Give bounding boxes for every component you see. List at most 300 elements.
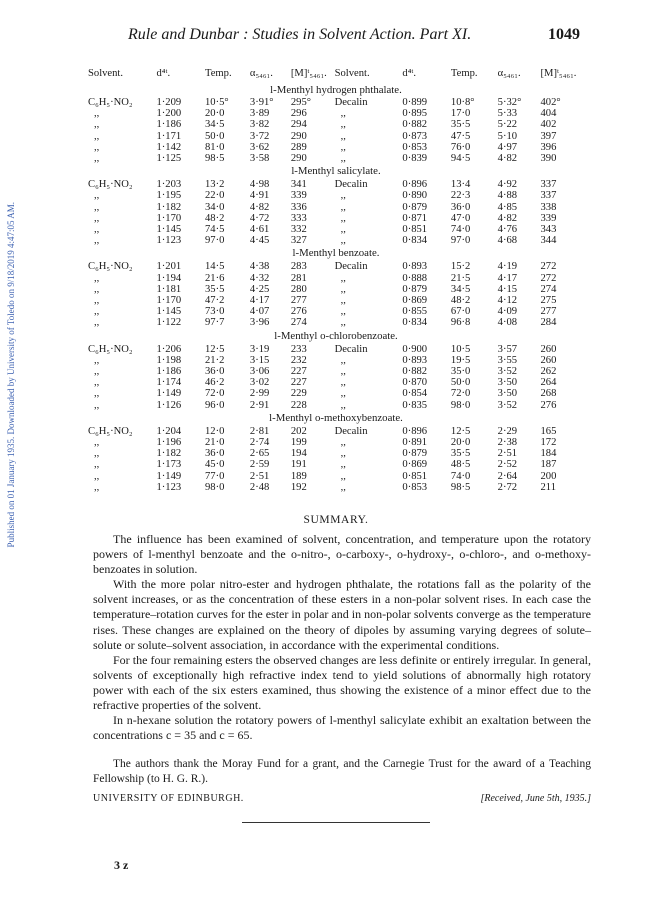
- table-cell: 200: [540, 470, 557, 482]
- table-cell: 22·0: [204, 190, 225, 202]
- table-cell: 5·33: [497, 108, 518, 120]
- table-cell: 187: [540, 459, 557, 471]
- table-cell: Decalin: [334, 261, 368, 273]
- table-cell: 0·882: [402, 119, 428, 131]
- table-cell: 194: [290, 448, 307, 460]
- received-date: [Received, June 5th, 1935.]: [480, 793, 591, 804]
- table-cell: 45·0: [204, 459, 225, 471]
- table-cell: 73·0: [204, 306, 225, 318]
- table-cell: 4·19: [497, 261, 518, 273]
- table-cell: 211: [540, 481, 556, 493]
- table-cell: 4·32: [249, 272, 270, 284]
- table-row: [86, 261, 586, 272]
- section-title-row: [86, 411, 586, 426]
- table-cell: 13·2: [204, 179, 225, 191]
- table-cell: 35·0: [450, 366, 471, 378]
- table-cell: ,,: [94, 354, 100, 366]
- table-cell: ,,: [94, 235, 100, 247]
- table-cell: 276: [290, 306, 307, 318]
- table-cell: 12·0: [204, 425, 225, 437]
- table-cell: 402°: [540, 97, 561, 108]
- table-cell: 390: [540, 153, 557, 165]
- table-row: [86, 471, 586, 482]
- table-cell: 12·5: [450, 425, 471, 437]
- table-cell: 1·122: [156, 317, 182, 329]
- table-cell: 2·51: [497, 448, 518, 460]
- table-cell: 4·91: [249, 190, 270, 202]
- table-row: [86, 224, 586, 235]
- col-header: [M]ᵗ₅₄₆₁.: [290, 68, 327, 80]
- table-cell: ,,: [340, 212, 346, 224]
- download-note: Published on 01 January 1935. Downloaded by University of Toledo on 9/18/2019 4:47:05 AM.: [6, 202, 16, 548]
- table-cell: 344: [540, 235, 557, 247]
- table-cell: 0·882: [402, 366, 428, 378]
- end-rule: [242, 822, 430, 823]
- table-cell: 202: [290, 425, 307, 437]
- table-cell: 97·7: [204, 317, 225, 329]
- table-cell: ,,: [340, 130, 346, 142]
- table-cell: 15·2: [450, 261, 471, 273]
- table-cell: 264: [540, 377, 557, 389]
- table-row: [86, 317, 586, 328]
- table-cell: 289: [290, 141, 307, 153]
- acknowledgement: [93, 757, 591, 786]
- table-cell: 36·0: [450, 201, 471, 213]
- table-cell: 5·22: [497, 119, 518, 131]
- table-cell: 2·48: [249, 481, 270, 493]
- table-cell: 0·896: [402, 179, 428, 191]
- summary-paragraph: With the more polar nitro-ester and hydrogen phthalate, the rotations fall as the polarity of the solvent increases, or as the concentration of these esters in a non-polar solvent rises. In each case the temperature–rotation curves for the ester in polar and in non-polar solvents converge as the temperature rises. These changes are explained on the theory of dipoles by assuming varying degrees of solute–solute or solute–solvent association, in accordance with the experimental conditions.: [93, 577, 591, 652]
- table-row: [86, 153, 586, 164]
- table-cell: 1·145: [156, 306, 182, 318]
- table-cell: 272: [540, 272, 557, 284]
- table-cell: 1·142: [156, 141, 182, 153]
- table-cell: 274: [540, 283, 557, 295]
- table-cell: 2·29: [497, 425, 518, 437]
- table-cell: 0·888: [402, 272, 428, 284]
- table-row: [86, 437, 586, 448]
- table-cell: 4·92: [497, 179, 518, 191]
- table-cell: 1·206: [156, 343, 182, 355]
- table-cell: ,,: [340, 283, 346, 295]
- section-title-row: [86, 329, 586, 344]
- table-cell: 1·149: [156, 388, 182, 400]
- table-cell: 3·02: [249, 377, 270, 389]
- table-cell: 36·0: [204, 448, 225, 460]
- table-cell: 0·853: [402, 481, 428, 493]
- section-title-row: [86, 84, 586, 97]
- table-cell: 1·201: [156, 261, 182, 273]
- affiliation-line: [93, 793, 591, 807]
- table-cell: 0·835: [402, 399, 428, 411]
- table-cell: 339: [540, 212, 557, 224]
- table-cell: 0·869: [402, 459, 428, 471]
- table-cell: 341: [290, 179, 307, 191]
- table-cell: 337: [540, 190, 557, 202]
- table-cell: 4·17: [249, 295, 270, 307]
- table-cell: 10·8°: [450, 97, 475, 108]
- table-cell: ,,: [94, 130, 100, 142]
- table-cell: 47·5: [450, 130, 471, 142]
- table-cell: 0·851: [402, 224, 428, 236]
- table-cell: 0·834: [402, 235, 428, 247]
- table-cell: 1·182: [156, 201, 182, 213]
- table-cell: 337: [540, 179, 557, 191]
- table-cell: ,,: [94, 224, 100, 236]
- table-cell: ,,: [340, 437, 346, 449]
- table-cell: 35·5: [450, 448, 471, 460]
- table-cell: 97·0: [204, 235, 225, 247]
- table-cell: 1·126: [156, 399, 182, 411]
- table-cell: 0·890: [402, 190, 428, 202]
- table-cell: 2·59: [249, 459, 270, 471]
- table-row: [86, 366, 586, 377]
- table-cell: 4·12: [497, 295, 518, 307]
- table-cell: ,,: [340, 153, 346, 165]
- table-cell: 21·6: [204, 272, 225, 284]
- table-cell: Decalin: [334, 425, 368, 437]
- table-row: [86, 202, 586, 213]
- table-cell: 34·5: [204, 119, 225, 131]
- table-cell: ,,: [94, 377, 100, 389]
- table-cell: 4·82: [497, 153, 518, 165]
- table-cell: ,,: [340, 224, 346, 236]
- table-cell: 290: [290, 153, 307, 165]
- table-row: [86, 400, 586, 411]
- table-cell: 98·5: [450, 481, 471, 493]
- table-cell: 232: [290, 354, 307, 366]
- table-cell: 3·52: [497, 366, 518, 378]
- table-cell: ,,: [340, 377, 346, 389]
- table-cell: ,,: [340, 470, 346, 482]
- table-cell: 1·186: [156, 366, 182, 378]
- table-cell: 81·0: [204, 141, 225, 153]
- table-cell: 0·869: [402, 295, 428, 307]
- table-cell: ,,: [94, 141, 100, 153]
- table-cell: 2·72: [497, 481, 518, 493]
- table-cell: 4·61: [249, 224, 270, 236]
- table-cell: 280: [290, 283, 307, 295]
- table-cell: ,,: [94, 201, 100, 213]
- table-cell: ,,: [94, 306, 100, 318]
- table-cell: 4·88: [497, 190, 518, 202]
- table-cell: ,,: [340, 295, 346, 307]
- table-cell: ,,: [340, 366, 346, 378]
- table-cell: ,,: [340, 141, 346, 153]
- table-cell: 0·870: [402, 377, 428, 389]
- table-cell: 2·74: [249, 437, 270, 449]
- col-header: Temp.: [450, 68, 478, 80]
- table-cell: 35·5: [450, 119, 471, 131]
- table-row: [86, 355, 586, 366]
- table-cell: 343: [540, 224, 557, 236]
- table-cell: 72·0: [204, 388, 225, 400]
- table-cell: 20·0: [204, 108, 225, 120]
- table-cell: 72·0: [450, 388, 471, 400]
- table-cell: 4·82: [497, 212, 518, 224]
- table-cell: 4·09: [497, 306, 518, 318]
- table-cell: 97·0: [450, 235, 471, 247]
- table-cell: 76·0: [450, 141, 471, 153]
- table-cell: 4·25: [249, 283, 270, 295]
- table-cell: 47·0: [450, 212, 471, 224]
- table-cell: 396: [540, 141, 557, 153]
- table-cell: 1·209: [156, 97, 182, 108]
- table-cell: ,,: [94, 153, 100, 165]
- table-cell: 199: [290, 437, 307, 449]
- table-cell: 1·174: [156, 377, 182, 389]
- table-cell: C₆H₅·NO₂: [88, 425, 133, 437]
- table-cell: ,,: [94, 448, 100, 460]
- table-cell: 284: [540, 317, 557, 329]
- table-cell: 0·879: [402, 201, 428, 213]
- table-row: [86, 235, 586, 246]
- table-cell: 3·50: [497, 377, 518, 389]
- table-cell: 4·98: [249, 179, 270, 191]
- table-cell: ,,: [340, 190, 346, 202]
- table-cell: 0·879: [402, 283, 428, 295]
- section-title: l-Menthyl o-chlorobenzoate.: [274, 329, 398, 342]
- download-watermark: [4, 140, 18, 610]
- table-cell: 3·15: [249, 354, 270, 366]
- table-cell: 13·4: [450, 179, 471, 191]
- table-cell: 4·72: [249, 212, 270, 224]
- table-row: [86, 179, 586, 190]
- table-cell: 10·5°: [204, 97, 229, 108]
- table-cell: 290: [290, 130, 307, 142]
- table-cell: 3·57: [497, 343, 518, 355]
- table-cell: 277: [540, 306, 557, 318]
- acknowledgement-text: The authors thank the Moray Fund for a grant, and the Carnegie Trust for the award of a Teaching Fellowship (to H. G. R.).: [93, 758, 591, 785]
- table-cell: 2·64: [497, 470, 518, 482]
- table-cell: 20·0: [450, 437, 471, 449]
- table-cell: 0·839: [402, 153, 428, 165]
- table-cell: 228: [290, 399, 307, 411]
- table-row: [86, 108, 586, 119]
- col-header: Solvent.: [334, 68, 370, 80]
- table-cell: 281: [290, 272, 307, 284]
- table-cell: 1·173: [156, 459, 182, 471]
- table-cell: 4·07: [249, 306, 270, 318]
- table-cell: ,,: [340, 272, 346, 284]
- rotation-data-table: [86, 64, 586, 493]
- table-cell: 3·06: [249, 366, 270, 378]
- table-cell: 4·45: [249, 235, 270, 247]
- table-cell: C₆H₅·NO₂: [88, 261, 133, 273]
- table-cell: 0·871: [402, 212, 428, 224]
- summary-paragraph: For the four remaining esters the observed changes are less definite or entirely irregular. In general, solvents of exceptionally high refractive index tend to yield solutions of abnormally high rotatory power with each of the six esters examined, thus showing the existence of a minor effect due to the refractive properties of the solvent.: [93, 652, 591, 713]
- table-cell: 229: [290, 388, 307, 400]
- table-row: [86, 482, 586, 493]
- summary-paragraph: The influence has been examined of solvent, concentration, and temperature upon the rotatory powers of l-menthyl benzoate and the o-nitro-, o-carboxy-, o-hydroxy-, o-chloro-, and o-methoxy-benzoates in solution.: [93, 532, 591, 577]
- table-row: [86, 142, 586, 153]
- table-cell: 4·38: [249, 261, 270, 273]
- table-cell: Decalin: [334, 179, 368, 191]
- table-cell: 191: [290, 459, 307, 471]
- table-cell: 3·82: [249, 119, 270, 131]
- table-row: [86, 426, 586, 437]
- table-cell: 2·38: [497, 437, 518, 449]
- table-row: [86, 284, 586, 295]
- table-header-row: [86, 64, 586, 84]
- col-header: Solvent.: [88, 68, 124, 80]
- table-row: [86, 119, 586, 130]
- col-header: Temp.: [204, 68, 232, 80]
- table-cell: 1·203: [156, 179, 182, 191]
- table-cell: 2·52: [497, 459, 518, 471]
- table-cell: 34·0: [204, 201, 225, 213]
- table-cell: 74·5: [204, 224, 225, 236]
- table-cell: 0·854: [402, 388, 428, 400]
- table-cell: 12·5: [204, 343, 225, 355]
- table-cell: 1·123: [156, 481, 182, 493]
- table-cell: 0·873: [402, 130, 428, 142]
- table-cell: ,,: [94, 470, 100, 482]
- table-cell: ,,: [94, 295, 100, 307]
- table-cell: 1·181: [156, 283, 182, 295]
- table-cell: 4·08: [497, 317, 518, 329]
- table-cell: C₆H₅·NO₂: [88, 343, 133, 355]
- summary-paragraph: In n-hexane solution the rotatory powers of l-menthyl salicylate exhibit an exaltation between the concentrations c = 35 and c = 65.: [93, 713, 591, 743]
- table-cell: 14·5: [204, 261, 225, 273]
- table-cell: ,,: [94, 459, 100, 471]
- section-title: l-Menthyl hydrogen phthalate.: [270, 83, 402, 96]
- table-cell: 233: [290, 343, 307, 355]
- section-title: l-Menthyl o-methoxybenzoate.: [269, 411, 403, 424]
- table-cell: 4·15: [497, 283, 518, 295]
- table-cell: 1·204: [156, 425, 182, 437]
- table-cell: 0·853: [402, 141, 428, 153]
- table-cell: 3·72: [249, 130, 270, 142]
- table-cell: 4·85: [497, 201, 518, 213]
- table-cell: 1·170: [156, 295, 182, 307]
- table-cell: 4·68: [497, 235, 518, 247]
- table-cell: 17·0: [450, 108, 471, 120]
- table-cell: 172: [540, 437, 557, 449]
- table-row: [86, 448, 586, 459]
- table-cell: 227: [290, 377, 307, 389]
- table-cell: 1·182: [156, 448, 182, 460]
- table-cell: 0·895: [402, 108, 428, 120]
- table-cell: ,,: [340, 306, 346, 318]
- table-cell: ,,: [340, 354, 346, 366]
- table-cell: 0·851: [402, 470, 428, 482]
- table-cell: 22·3: [450, 190, 471, 202]
- table-cell: 21·5: [450, 272, 471, 284]
- table-cell: 327: [290, 235, 307, 247]
- col-header: [M]ᵗ₅₄₆₁.: [540, 68, 577, 80]
- page-number: 1049: [548, 26, 580, 43]
- table-cell: Decalin: [334, 343, 368, 355]
- table-cell: 268: [540, 388, 557, 400]
- table-cell: 274: [290, 317, 307, 329]
- running-header: [88, 26, 580, 50]
- section-title-row: [86, 246, 586, 261]
- table-cell: 4·82: [249, 201, 270, 213]
- table-cell: 77·0: [204, 470, 225, 482]
- table-cell: 2·91: [249, 399, 270, 411]
- table-cell: 294: [290, 119, 307, 131]
- section-title-row: [86, 164, 586, 179]
- col-header: d⁴ᵗ.: [156, 68, 171, 80]
- table-cell: 0·891: [402, 437, 428, 449]
- table-cell: 0·893: [402, 354, 428, 366]
- table-row: [86, 190, 586, 201]
- table-cell: ,,: [94, 481, 100, 493]
- table-cell: 94·5: [450, 153, 471, 165]
- table-cell: 3·91°: [249, 97, 274, 108]
- institution: UNIVERSITY OF EDINBURGH.: [93, 793, 244, 804]
- table-cell: 3·96: [249, 317, 270, 329]
- table-cell: 2·65: [249, 448, 270, 460]
- table-cell: ,,: [340, 201, 346, 213]
- table-cell: 98·0: [450, 399, 471, 411]
- table-cell: 96·0: [204, 399, 225, 411]
- table-cell: 275: [540, 295, 557, 307]
- table-cell: 2·99: [249, 388, 270, 400]
- table-cell: ,,: [94, 190, 100, 202]
- table-cell: 0·879: [402, 448, 428, 460]
- table-cell: 1·149: [156, 470, 182, 482]
- table-cell: 402: [540, 119, 557, 131]
- table-row: [86, 97, 586, 108]
- table-cell: 1·196: [156, 437, 182, 449]
- table-cell: ,,: [340, 448, 346, 460]
- table-cell: 10·5: [450, 343, 471, 355]
- table-cell: 165: [540, 425, 557, 437]
- table-cell: 0·834: [402, 317, 428, 329]
- table-cell: C₆H₅·NO₂: [88, 179, 133, 191]
- table-row: [86, 388, 586, 399]
- table-cell: 5·10: [497, 130, 518, 142]
- table-cell: ,,: [94, 388, 100, 400]
- table-cell: 67·0: [450, 306, 471, 318]
- table-cell: 333: [290, 212, 307, 224]
- table-row: [86, 344, 586, 355]
- table-cell: ,,: [340, 108, 346, 120]
- table-cell: 1·125: [156, 153, 182, 165]
- table-cell: 4·76: [497, 224, 518, 236]
- table-cell: 34·5: [450, 283, 471, 295]
- table-cell: 46·2: [204, 377, 225, 389]
- table-cell: 296: [290, 108, 307, 120]
- table-cell: 21·0: [204, 437, 225, 449]
- summary-text: [93, 532, 591, 743]
- table-cell: 48·2: [450, 295, 471, 307]
- table-cell: 227: [290, 366, 307, 378]
- table-cell: 1·170: [156, 212, 182, 224]
- table-cell: 19·5: [450, 354, 471, 366]
- table-cell: 397: [540, 130, 557, 142]
- table-cell: 332: [290, 224, 307, 236]
- table-cell: 47·2: [204, 295, 225, 307]
- table-cell: 3·55: [497, 354, 518, 366]
- table-cell: 262: [540, 366, 557, 378]
- table-cell: ,,: [94, 399, 100, 411]
- table-cell: 98·0: [204, 481, 225, 493]
- table-cell: 277: [290, 295, 307, 307]
- table-cell: 189: [290, 470, 307, 482]
- table-cell: ,,: [340, 481, 346, 493]
- table-cell: 260: [540, 354, 557, 366]
- col-header: α₅₄₆₁.: [497, 68, 521, 80]
- table-cell: ,,: [340, 119, 346, 131]
- table-row: [86, 273, 586, 284]
- table-cell: 1·198: [156, 354, 182, 366]
- table-cell: 0·899: [402, 97, 428, 108]
- table-cell: 3·19: [249, 343, 270, 355]
- table-cell: 48·5: [450, 459, 471, 471]
